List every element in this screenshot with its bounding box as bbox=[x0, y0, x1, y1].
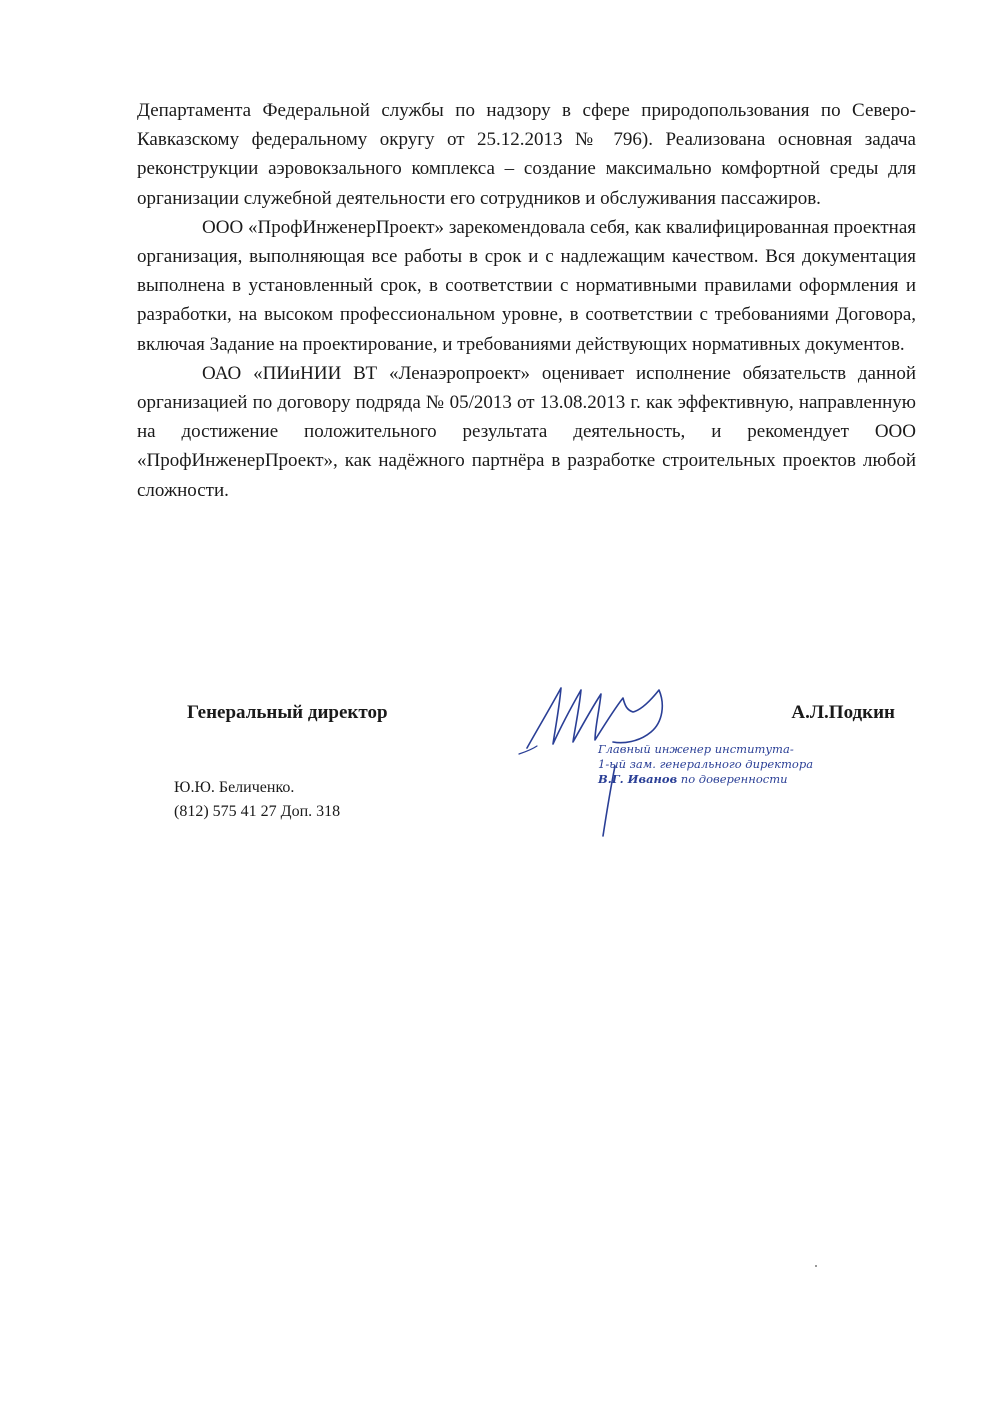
executor-phone: (812) 575 41 27 Доп. 318 bbox=[174, 803, 341, 820]
stamp-line-deputy: 1-ый зам. генерального директора bbox=[598, 757, 814, 771]
paragraph-continuation: Департамента Федеральной службы по надзору в сфере природопользования по Северо-Кавказскому федеральному округу от 25.12.2013 № 796). Реализована основная задача реконструкции аэровокзального комплекса – создание максимально комфортной среды для организации служебной деятельности его сотрудников и обслуживания пассажиров. bbox=[137, 100, 916, 209]
executor-contact bbox=[174, 776, 340, 824]
stamp-by-proxy: по доверенности bbox=[677, 772, 788, 786]
paragraph-evaluation: ОАО «ПИиНИИ ВТ «Ленаэропроект» оценивает исполнение обязательств данной организацией по договору подряда № 05/2013 от 13.08.2013 г. как эффективную, направленную на достижение положительного результата деятельность, и рекомендует ООО «ПрофИнженерПроект», как надёжного партнёра в разработке строительных проектов любой сложности. bbox=[137, 362, 916, 501]
executor-name: Ю.Ю. Беличенко. bbox=[174, 779, 295, 796]
stamp-line-authority bbox=[598, 772, 813, 787]
signatory-name: А.Л.Подкин bbox=[791, 702, 895, 723]
signatory-title: Генеральный директор bbox=[187, 702, 388, 723]
paragraph-recommendation: ООО «ПрофИнженерПроект» зарекомендовала себя, как квалифицированная проектная организация, выполняющая все работы в срок и с надлежащим качеством. Вся документация выполнена в установленный срок, в соответствии с нормативными правилами оформления и разработки, на высоком профессиональном уровне, в соответствии с требованиями Договора, включая Задание на проектирование, и требованиями действующих нормативных документов. bbox=[137, 216, 916, 355]
scan-speck bbox=[815, 1265, 817, 1267]
stamp-line-position: Главный инженер института- bbox=[598, 742, 794, 756]
letter-body bbox=[137, 96, 916, 505]
authority-stamp bbox=[598, 742, 813, 787]
stamp-signer-name: В.Г. Иванов bbox=[598, 772, 678, 786]
